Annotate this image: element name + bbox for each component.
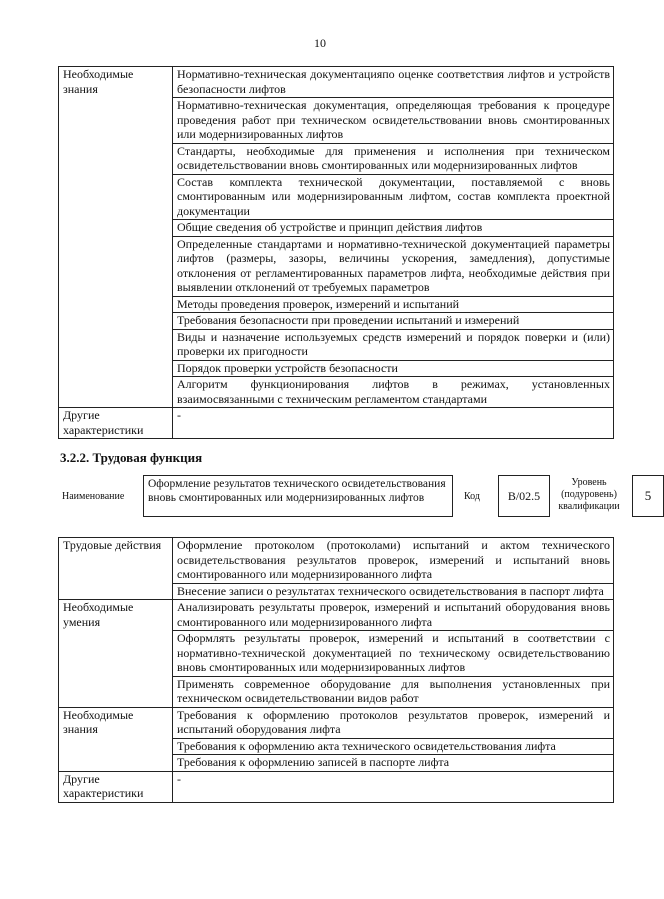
table-row bbox=[59, 408, 614, 439]
qualification-level-label: Уровень (подуровень) квалификации bbox=[558, 477, 620, 512]
row-item: Виды и назначение используемых средств измерений и порядок поверки и (или) проверки их пригодности bbox=[173, 329, 614, 360]
row-item: - bbox=[173, 408, 614, 439]
qualification-level-box: 5 bbox=[632, 475, 664, 517]
name-label: Наименование bbox=[62, 491, 125, 502]
row-item: - bbox=[173, 771, 614, 802]
row-label: Трудовые действия bbox=[59, 538, 173, 600]
row-item: Порядок проверки устройств безопасности bbox=[173, 360, 614, 377]
row-item: Нормативно-техническая документация, определяющая требования к процедуре проведения работ при техническом освидетельствовании вновь смонтированных или модернизированных лифтов bbox=[173, 98, 614, 144]
row-label: Необходимые знания bbox=[59, 707, 173, 771]
row-item: Определенные стандартами и нормативно-технической документацией параметры лифтов (размеры, зазоры, величины ускорения, замедления), допустимые отклонения от регламентированных параметров лифта, необходимые действия при выявлении отклонений от требуемых параметров bbox=[173, 236, 614, 296]
row-item: Состав комплекта технической документации, поставляемой с вновь смонтированным или модернизированным лифтом, состав комплекта проектной документации bbox=[173, 174, 614, 220]
row-item: Методы проведения проверок, измерений и испытаний bbox=[173, 296, 614, 313]
code-label: Код bbox=[464, 491, 480, 502]
row-item: Оформление протоколом (протоколами) испытаний и актом технического освидетельствования результатов проверок, измерений и испытаний вновь смонтированного или модернизированного лифта bbox=[173, 538, 614, 584]
row-label: Необходимые знания bbox=[59, 67, 173, 408]
table-row bbox=[59, 707, 614, 738]
row-label: Другие характеристики bbox=[59, 771, 173, 802]
row-item: Применять современное оборудование для выполнения установленных при техническом освидетельствовании видов работ bbox=[173, 676, 614, 707]
table-row bbox=[59, 67, 614, 98]
knowledge-table bbox=[58, 66, 614, 439]
section-title: 3.2.2. Трудовая функция bbox=[60, 450, 203, 465]
table-row bbox=[59, 771, 614, 802]
row-item: Требования к оформлению записей в паспорте лифта bbox=[173, 755, 614, 772]
function-name-box: Оформление результатов технического освидетельствования вновь смонтированных или модернизированных лифтов bbox=[143, 475, 453, 517]
row-item: Требования безопасности при проведении испытаний и измерений bbox=[173, 313, 614, 330]
row-item: Внесение записи о результатах технического освидетельствования в паспорт лифта bbox=[173, 583, 614, 600]
row-label: Необходимые умения bbox=[59, 600, 173, 708]
row-item: Требования к оформлению протоколов результатов проверок, измерений и испытаний оборудования лифта bbox=[173, 707, 614, 738]
row-item: Нормативно-техническая документацияпо оценке соответствия лифтов и устройств безопасности лифтов bbox=[173, 67, 614, 98]
page-number: 10 bbox=[314, 36, 326, 50]
row-item: Алгоритм функционирования лифтов в режимах, установленных взаимосвязанными с техническим регламентом стандартами bbox=[173, 377, 614, 408]
row-item: Требования к оформлению акта технического освидетельствования лифта bbox=[173, 738, 614, 755]
row-item: Оформлять результаты проверок, измерений и испытаний в соответствии с нормативно-технической документацией по техническому освидетельствованию вновь смонтированных или модернизированных лифтов bbox=[173, 631, 614, 677]
table-row bbox=[59, 600, 614, 631]
row-label: Другие характеристики bbox=[59, 408, 173, 439]
table-row bbox=[59, 538, 614, 584]
labor-function-header bbox=[58, 475, 652, 519]
row-item: Стандарты, необходимые для применения и исполнения при техническом освидетельствовании вновь смонтированных или модернизированных лифтов bbox=[173, 143, 614, 174]
function-code-box: B/02.5 bbox=[498, 475, 550, 517]
row-item: Общие сведения об устройстве и принцип действия лифтов bbox=[173, 220, 614, 237]
row-item: Анализировать результаты проверок, измерений и испытаний оборудования вновь смонтированного или модернизированного лифта bbox=[173, 600, 614, 631]
labor-function-table bbox=[58, 537, 614, 803]
